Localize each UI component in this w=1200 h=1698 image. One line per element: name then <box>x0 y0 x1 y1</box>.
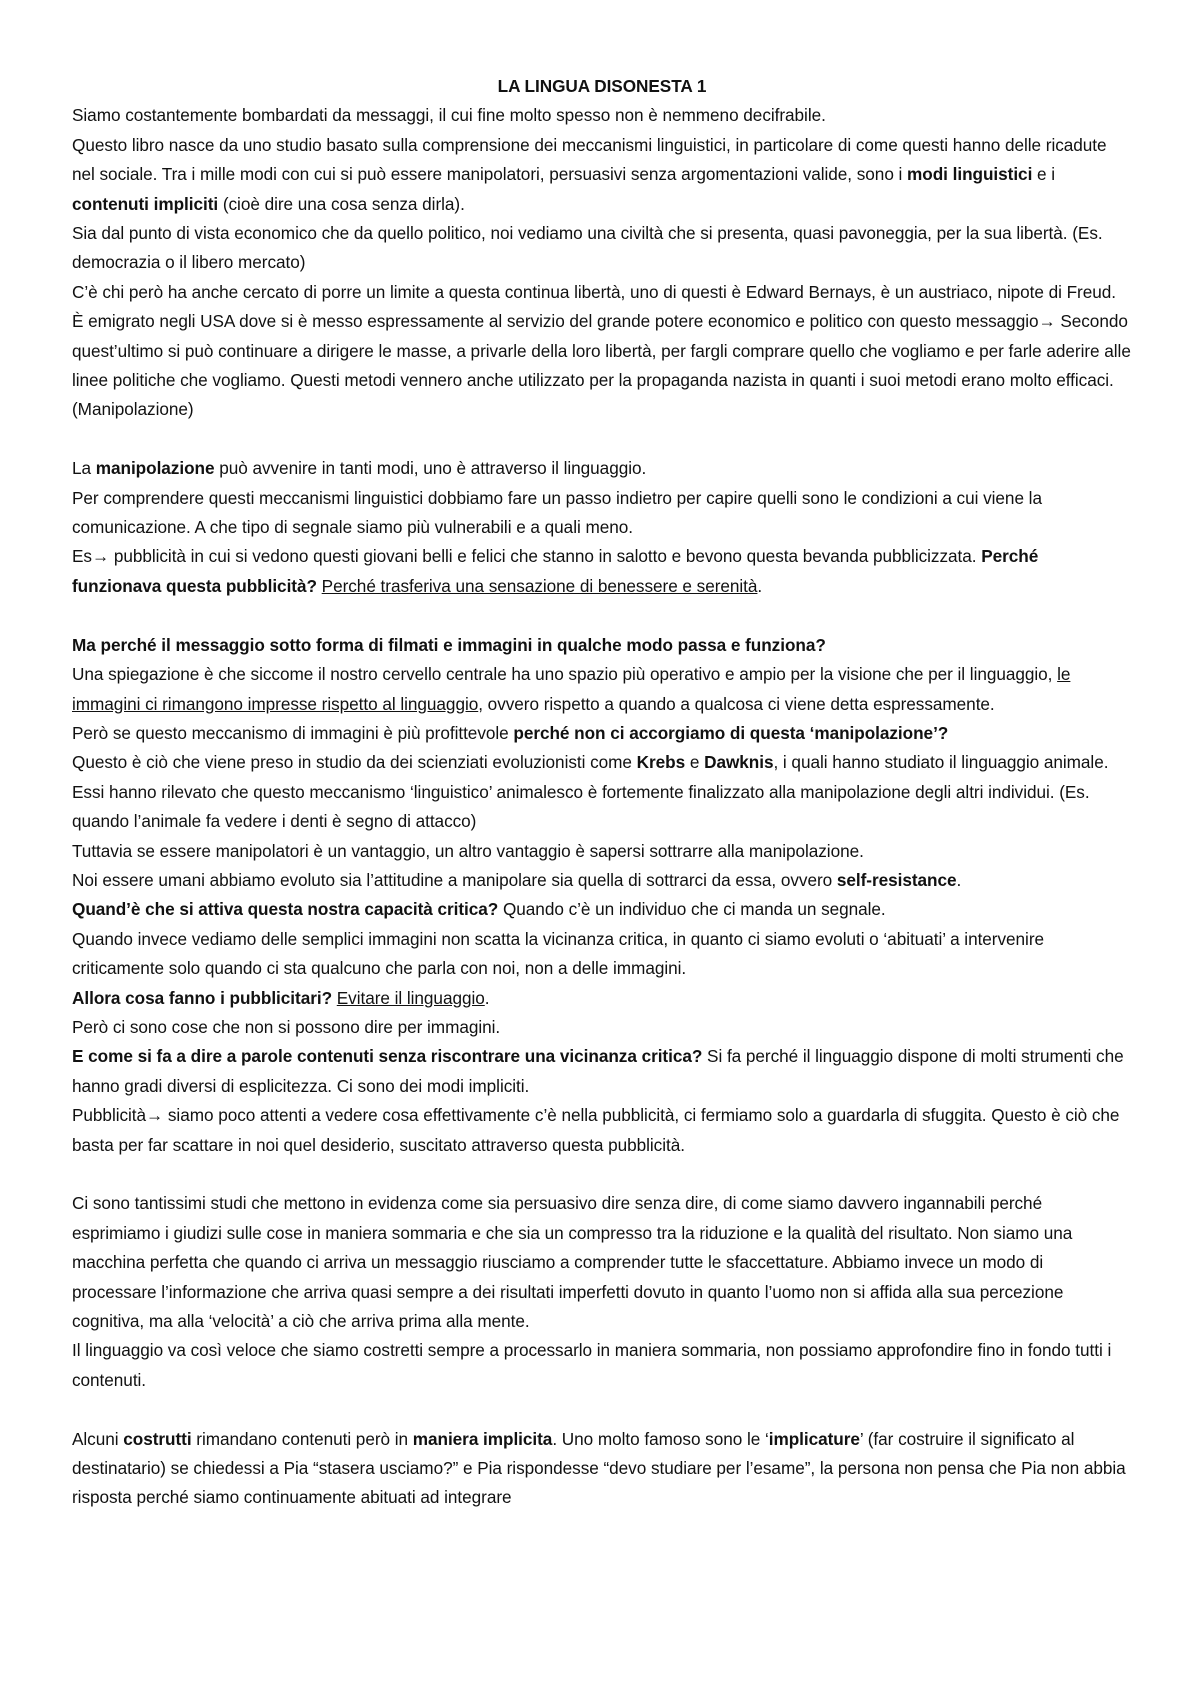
paragraph: La manipolazione può avvenire in tanti modi, uno è attraverso il linguaggio. <box>72 458 647 479</box>
blank-line <box>72 425 1132 454</box>
blank-line <box>72 601 1132 630</box>
paragraph: Il linguaggio va così veloce che siamo costretti sempre a processarlo in maniera sommaria, non possiamo approfondire fino in fondo tutti i contenuti. <box>72 1340 1112 1390</box>
paragraph: Quando invece vediamo delle semplici immagini non scatta la vicinanza critica, in quanto ci siamo evoluti o ‘abituati’ a intervenire criticamente solo quando ci sta qualcuno che parla con noi, non a delle immagini. <box>72 928 1044 979</box>
paragraph: C’è chi però ha anche cercato di porre un limite a questa continua libertà, uno di questi è Edward Bernays, è un austriaco, nipote di Freud. È emigrato negli USA dove si è messo espressamente al servizio del grande potere economico e politico con questo messaggio→ Secondo quest’ultimo si può continuare a dirigere le masse, a privarle della loro libertà, per fargli comprare quello che vogliamo e per farle aderire alle linee politiche che vogliamo. Questi metodi vennero anche utilizzato per la propaganda nazista in quanti i suoi metodi erano molto efficaci. (Manipolazione) <box>72 281 1131 420</box>
paragraph: Alcuni costrutti rimandano contenuti però in maniera implicita. Uno molto famoso sono le ‘implicature’ (far costruire il significato al destinatario) se chiedessi a Pia “stasera usciamo?” e Pia rispondesse “devo studiare per l’esame”, la persona non pensa che Pia non abbia risposta perché siamo continuamente abituati ad integrare <box>72 1428 1126 1508</box>
paragraph: Es→ pubblicità in cui si vedono questi giovani belli e felici che stanno in salotto e bevono questa bevanda pubblicizzata. Perché funzionava questa pubblicità? Perché trasferiva una sensazione di benessere e serenità. <box>72 546 1039 596</box>
paragraph: Questo libro nasce da uno studio basato sulla comprensione dei meccanismi linguistici, in particolare di come questi hanno delle ricadute nel sociale. Tra i mille modi con cui si può essere manipolatori, persuasivi senza argomentazioni valide, sono i modi linguistici e i contenuti impliciti (cioè dire una cosa senza dirla). <box>72 134 1107 214</box>
document-body <box>72 72 1132 1513</box>
document-title: LA LINGUA DISONESTA 1 <box>497 76 707 96</box>
paragraph: Per comprendere questi meccanismi linguistici dobbiamo fare un passo indietro per capire quelli sono le condizioni a cui viene la comunicazione. A che tipo di segnale siamo più vulnerabili e a quali meno. <box>72 487 1042 538</box>
paragraph: Allora cosa fanno i pubblicitari? Evitare il linguaggio. <box>72 987 490 1008</box>
paragraph: Però ci sono cose che non si possono dire per immagini. <box>72 1016 501 1037</box>
paragraph: Sia dal punto di vista economico che da quello politico, noi vediamo una civiltà che si presenta, quasi pavoneggia, per la sua libertà. (Es. democrazia o il libero mercato) <box>72 223 1103 273</box>
blank-line <box>72 1395 1132 1424</box>
paragraph-heading: Ma perché il messaggio sotto forma di filmati e immagini in qualche modo passa e funziona? <box>72 634 826 655</box>
blank-line <box>72 1160 1132 1189</box>
paragraph: Una spiegazione è che siccome il nostro cervello centrale ha uno spazio più operativo e ampio per la visione che per il linguaggio, le immagini ci rimangono impresse rispetto al linguaggio, ovvero rispetto a quando a qualcosa ci viene detta espressamente. <box>72 664 1071 714</box>
paragraph: Noi essere umani abbiamo evoluto sia l’attitudine a manipolare sia quella di sottrarci da essa, ovvero self-resistance. <box>72 869 962 890</box>
paragraph: Pubblicità→ siamo poco attenti a vedere cosa effettivamente c’è nella pubblicità, ci fermiamo solo a guardarla di sfuggita. Questo è ciò che basta per far scattare in noi quel desiderio, suscitato attraverso questa pubblicità. <box>72 1105 1120 1155</box>
paragraph: Siamo costantemente bombardati da messaggi, il cui fine molto spesso non è nemmeno decifrabile. <box>72 105 826 126</box>
paragraph: Essi hanno rilevato che questo meccanismo ‘linguistico’ animalesco è fortemente finalizzato alla manipolazione degli altri individui. (Es. quando l’animale fa vedere i denti è segno di attacco) <box>72 781 1090 832</box>
paragraph: Tuttavia se essere manipolatori è un vantaggio, un altro vantaggio è sapersi sottrarre alla manipolazione. <box>72 840 864 861</box>
paragraph: Quand’è che si attiva questa nostra capacità critica? Quando c’è un individuo che ci manda un segnale. <box>72 899 886 920</box>
paragraph: E come si fa a dire a parole contenuti senza riscontrare una vicinanza critica? Si fa perché il linguaggio dispone di molti strumenti che hanno gradi diversi di esplicitezza. Ci sono dei modi impliciti. <box>72 1046 1124 1096</box>
paragraph: Però se questo meccanismo di immagini è più profittevole perché non ci accorgiamo di questa ‘manipolazione’? <box>72 722 949 743</box>
paragraph: Questo è ciò che viene preso in studio da dei scienziati evoluzionisti come Krebs e Dawknis, i quali hanno studiato il linguaggio animale. <box>72 752 1109 773</box>
paragraph: Ci sono tantissimi studi che mettono in evidenza come sia persuasivo dire senza dire, di come siamo davvero ingannabili perché esprimiamo i giudizi sulle cose in maniera sommaria e che sia un compresso tra la riduzione e la qualità del risultato. Non siamo una macchina perfetta che quando ci arriva un messaggio riusciamo a comprender tutte le sfaccettature. Abbiamo invece un modo di processare l’informazione che arriva quasi sempre a dei risultati imperfetti dovuto in quanto l’uomo non si affida alla sua percezione cognitiva, ma alla ‘velocità’ a ciò che arriva prima alla mente. <box>72 1193 1073 1332</box>
